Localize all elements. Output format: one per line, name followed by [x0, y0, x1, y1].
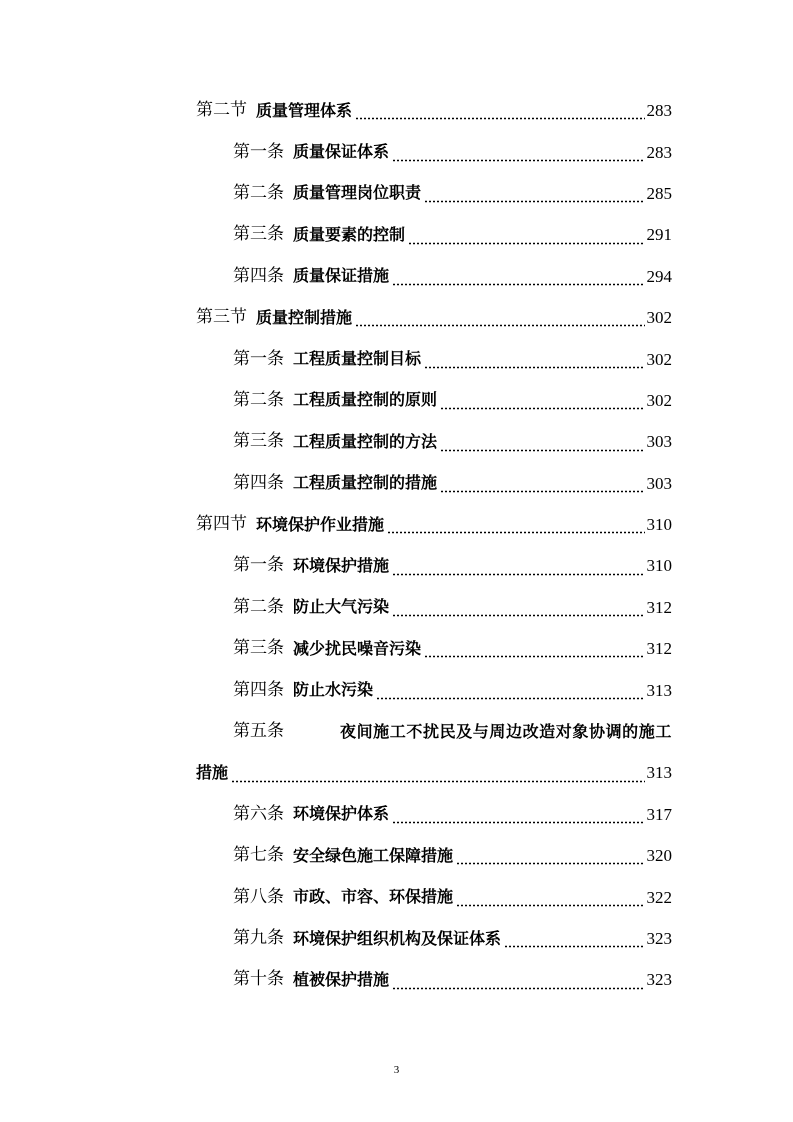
toc-number: 第四条 [233, 472, 284, 493]
toc-title: 质量要素的控制 [293, 224, 406, 244]
toc-number: 第二条 [233, 182, 284, 203]
dot-leader [424, 655, 644, 658]
dot-leader [424, 366, 644, 369]
toc-article[interactable] [0, 918, 672, 959]
toc-number: 第六条 [233, 803, 284, 824]
toc-title: 市政、市容、环保措施 [293, 887, 454, 907]
toc-number: 第三条 [233, 224, 284, 245]
dot-leader [440, 407, 644, 410]
dot-leader [387, 531, 644, 534]
page-footer-number: 3 [393, 1064, 400, 1076]
toc-page-number: 312 [646, 639, 672, 659]
toc-article[interactable] [0, 876, 672, 917]
toc-article-wrapped[interactable] [0, 711, 672, 752]
toc-page-number: 322 [646, 887, 672, 907]
toc-page-number: 313 [646, 680, 672, 700]
toc-number: 第三条 [233, 638, 284, 659]
toc-title: 工程质量控制的方法 [293, 431, 438, 451]
toc-title: 环境保护体系 [293, 804, 390, 824]
toc-title: 环境保护措施 [293, 555, 390, 575]
toc-number: 第十条 [233, 969, 284, 990]
toc-page-number: 310 [646, 515, 672, 535]
dot-leader [355, 117, 644, 120]
toc-number: 第二条 [233, 596, 284, 617]
toc-title: 环境保护作业措施 [256, 514, 385, 534]
dot-leader [440, 449, 644, 452]
toc-article-continuation[interactable] [0, 752, 672, 793]
dot-leader [440, 490, 644, 493]
toc-title: 安全绿色施工保障措施 [293, 845, 454, 865]
toc-article[interactable] [0, 794, 672, 835]
dot-leader [231, 780, 644, 783]
toc-title: 防止大气污染 [293, 597, 390, 617]
toc-page-number: 312 [646, 597, 672, 617]
toc-article[interactable] [0, 545, 672, 586]
toc-page-number: 310 [646, 556, 672, 576]
toc-page-number: 303 [646, 473, 672, 493]
toc-title: 质量管理体系 [256, 100, 353, 120]
toc-number: 第八条 [233, 886, 284, 907]
dot-leader [392, 159, 644, 162]
toc-number: 第一条 [233, 141, 284, 162]
toc-number: 第七条 [233, 845, 284, 866]
toc-number: 第四条 [233, 265, 284, 286]
toc-number: 第四节 [196, 514, 247, 535]
dot-leader [392, 283, 644, 286]
toc-title: 工程质量控制的原则 [293, 390, 438, 410]
toc-article[interactable] [0, 380, 672, 421]
toc-number: 第一条 [233, 348, 284, 369]
toc-section[interactable] [0, 297, 672, 338]
toc-page-number: 283 [646, 101, 672, 121]
toc-page-number: 285 [646, 183, 672, 203]
toc-page-number: 303 [646, 432, 672, 452]
dot-leader [456, 904, 644, 907]
dot-leader [456, 862, 644, 865]
toc-title: 质量管理岗位职责 [293, 183, 422, 203]
toc-article[interactable] [0, 835, 672, 876]
toc-page-number: 313 [646, 763, 672, 783]
toc-number: 第九条 [233, 928, 284, 948]
toc-number: 第五条 [233, 721, 284, 742]
toc-title: 工程质量控制目标 [293, 349, 422, 369]
toc-article[interactable] [0, 463, 672, 504]
toc-title: 环境保护组织机构及保证体系 [293, 928, 502, 948]
toc-article[interactable] [0, 214, 672, 255]
toc-number: 第三节 [196, 307, 247, 328]
toc-article[interactable] [0, 587, 672, 628]
dot-leader [392, 614, 644, 617]
dot-leader [392, 987, 644, 990]
toc-page-number: 323 [646, 929, 672, 948]
dot-leader [408, 242, 644, 245]
toc-page-number: 320 [646, 846, 672, 866]
toc-number: 第二条 [233, 389, 284, 410]
dot-leader [376, 697, 644, 700]
toc-section[interactable] [0, 504, 672, 545]
toc-page-number: 302 [646, 308, 672, 328]
toc-title-line-2: 措施 [196, 762, 229, 782]
dot-leader [392, 573, 644, 576]
toc-title: 质量控制措施 [256, 307, 353, 327]
toc-title: 防止水污染 [293, 680, 374, 700]
table-of-contents [0, 90, 793, 1001]
dot-leader [355, 324, 644, 327]
toc-article[interactable] [0, 669, 672, 710]
dot-leader [424, 200, 644, 203]
toc-title: 质量保证体系 [293, 142, 390, 162]
toc-number: 第三条 [233, 431, 284, 452]
dot-leader [504, 945, 644, 948]
toc-page-number: 323 [646, 970, 672, 990]
toc-title: 植被保护措施 [293, 969, 390, 989]
toc-page-number: 302 [646, 390, 672, 410]
toc-page-number: 283 [646, 142, 672, 162]
toc-number: 第一条 [233, 555, 284, 576]
toc-page-number: 291 [646, 225, 672, 245]
toc-number: 第二节 [196, 100, 247, 121]
toc-title: 工程质量控制的措施 [293, 473, 438, 493]
toc-page-number: 294 [646, 266, 672, 286]
toc-title: 减少扰民噪音污染 [293, 638, 422, 658]
toc-section[interactable] [0, 90, 672, 131]
toc-article[interactable] [0, 131, 672, 172]
toc-page-number: 302 [646, 349, 672, 369]
toc-title-line-1: 夜间施工不扰民及与周边改造对象协调的施工 [339, 721, 672, 741]
toc-number: 第四条 [233, 679, 284, 700]
toc-page-number: 317 [646, 804, 672, 824]
toc-article[interactable] [0, 421, 672, 462]
toc-article[interactable] [0, 256, 672, 297]
dot-leader [392, 821, 644, 824]
toc-article[interactable] [0, 959, 672, 1000]
toc-article[interactable] [0, 173, 672, 214]
toc-title: 质量保证措施 [293, 266, 390, 286]
toc-article[interactable] [0, 338, 672, 379]
toc-article[interactable] [0, 628, 672, 669]
